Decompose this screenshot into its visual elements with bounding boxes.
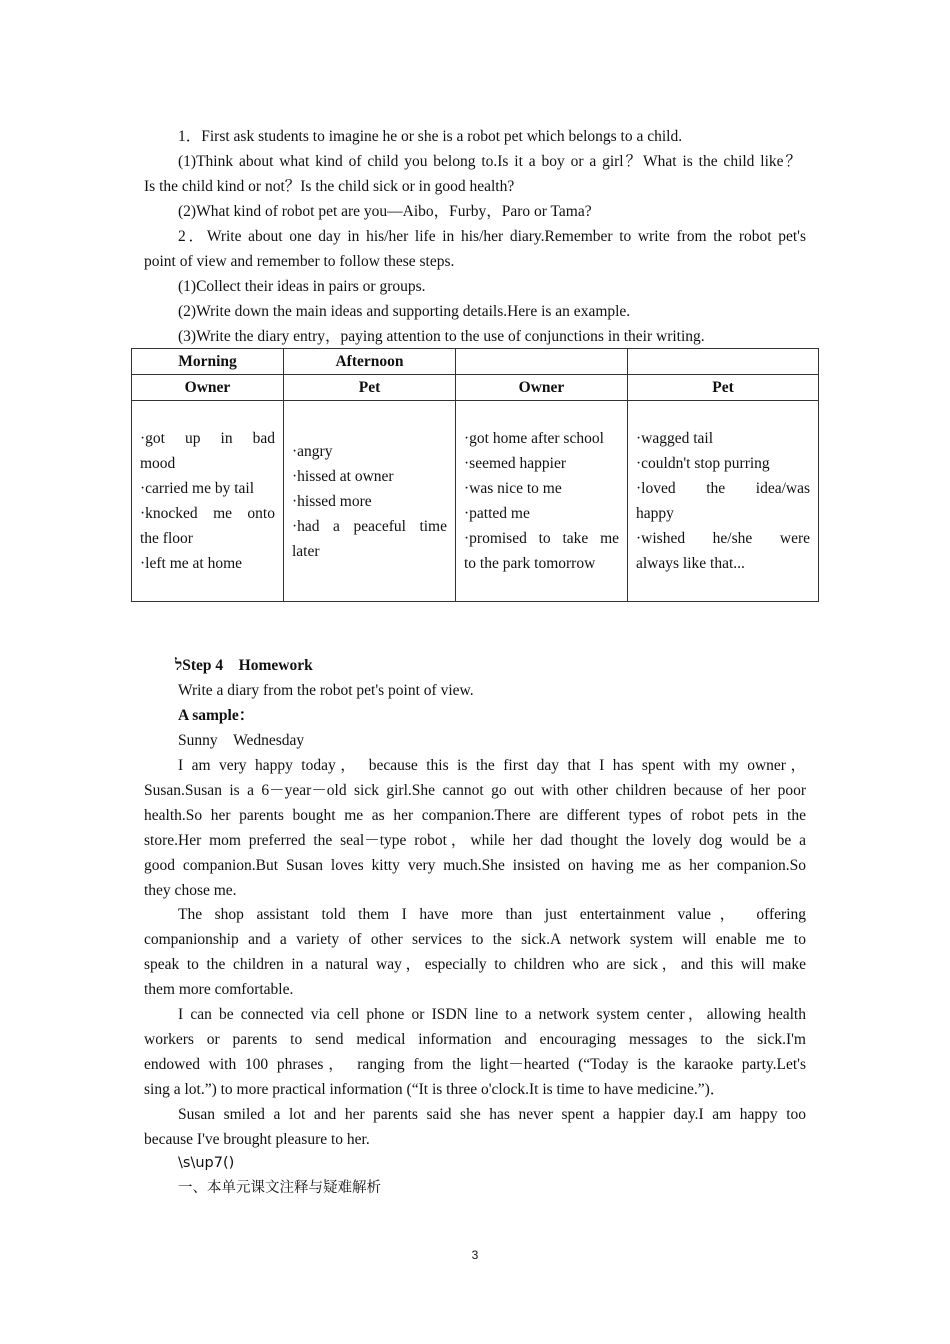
diary-p3-line: endowed with 100 phrases， ranging from the light－hearted (“Today is the karaoke party.Let's [144,1056,806,1073]
cell-line: ·hissed at owner [292,467,394,485]
instruction-1-q1-cont: Is the child kind or not？Is the child sick or in good health? [144,178,515,195]
cell-line: ·carried me by tail [140,480,255,497]
diary-p1-line: store.Her mom preferred the seal－type robot，while her dad thought the lovely dog would be a [144,832,806,849]
cell-line: ·had a peaceful time [292,517,447,535]
cell-line: ·knocked me onto [140,505,275,522]
step4-task: Write a diary from the robot pet's point of view. [178,682,474,699]
cell-morning-pet [284,401,456,602]
table-row [132,401,819,602]
instruction-1: 1．First ask students to imagine he or she is a robot pet which belongs to a child. [178,128,683,145]
cell-line: the floor [140,530,193,547]
cell-afternoon-pet [628,401,819,602]
header-owner-morning: Owner [132,375,284,401]
diary-p1-line: Susan.Susan is a 6－year－old sick girl.She cannot go out with other children because of her poor [144,782,806,799]
diary-p2-line: The shop assistant told them I have more than just entertainment value， offering [178,906,806,923]
cell-line: ·hissed more [292,492,372,510]
diary-p2-line: them more comfortable. [144,981,294,998]
diary-p3-line: sing a lot.”) to more practical information (“It is three o'clock.It is time to have medicine.”)． [144,1081,726,1098]
field-code: \s\up7() [178,1155,235,1171]
step-3: (3)Write the diary entry，paying attention to the use of conjunctions in their writing. [178,328,705,345]
header-empty-2 [628,349,819,375]
cell-line: mood [140,455,176,472]
sample-label: A sample： [178,707,255,724]
cell-line: ·seemed happier [464,455,566,472]
instruction-1-q2: (2)What kind of robot pet are you—Aibo，Furby，Paro or Tama? [178,203,592,220]
diary-weather-day: Sunny Wednesday [178,732,305,749]
section-heading: 一、本单元课文注释与疑难解析 [178,1180,381,1196]
table-header-row-1 [132,349,819,375]
page-number: 3 [471,1248,479,1262]
cell-line: happy [636,505,674,522]
step-1: (1)Collect their ideas in pairs or groups. [178,278,426,295]
table-header-row-2 [132,375,819,401]
instruction-2-cont: point of view and remember to follow these steps. [144,253,455,270]
step-2: (2)Write down the main ideas and supporting details.Here is an example. [178,303,631,320]
diary-p2-line: companionship and a variety of other services to the sick.A network system will enable me to [144,931,806,948]
diary-p4-line: because I've brought pleasure to her. [144,1131,370,1148]
cell-line: ·promised to take me [464,530,619,547]
diary-p2-line: speak to the children in a natural way，especially to children who are sick，and this will make [144,956,806,973]
header-owner-afternoon: Owner [456,375,628,401]
instruction-1-q1: (1)Think about what kind of child you belong to.Is it a boy or a girl？What is the child like？ [178,153,801,170]
cell-line: ·left me at home [140,555,242,572]
cell-line: ·wished he/she were [636,530,810,547]
cell-line: ·loved the idea/was [636,480,810,497]
cell-line: later [292,542,320,560]
cell-morning-owner [132,401,284,602]
cell-afternoon-owner [456,401,628,602]
instruction-2: 2．Write about one day in his/her life in his/her diary.Remember to write from the robot pet's [178,228,806,245]
header-pet-morning: Pet [284,375,456,401]
header-morning: Morning [132,349,284,375]
diary-p1-line: good companion.But Susan loves kitty very much.She insisted on having me as her companion.So [144,857,806,874]
cell-line: to the park tomorrow [464,555,596,572]
diary-p3-line: workers or parents to send medical information and encouraging messages to the sick.I'm [144,1031,806,1048]
header-afternoon: Afternoon [284,349,456,375]
step4-heading: לStep 4 Homework [175,657,313,674]
cell-line: ·wagged tail [636,430,714,447]
header-pet-afternoon: Pet [628,375,819,401]
header-empty-1 [456,349,628,375]
cell-line: ·angry [292,442,333,460]
cell-line: ·got home after school [464,430,604,447]
diary-p1-line: health.So her parents bought me as her companion.There are different types of robot pets in the [144,807,806,824]
cell-line: ·patted me [464,505,530,522]
cell-line: ·got up in bad [140,430,275,447]
diary-p4-line: Susan smiled a lot and her parents said she has never spent a happier day.I am happy too [178,1106,806,1123]
cell-line: always like that... [636,555,745,572]
diary-example-table [131,348,819,602]
diary-p1-line: they chose me. [144,882,237,899]
cell-line: ·couldn't stop purring [636,455,770,472]
diary-p1-line: I am very happy today， because this is the first day that I has spent with my owner， [178,757,806,774]
diary-p3-line: I can be connected via cell phone or ISDN line to a network system center，allowing health [178,1006,806,1023]
cell-line: ·was nice to me [464,480,562,497]
